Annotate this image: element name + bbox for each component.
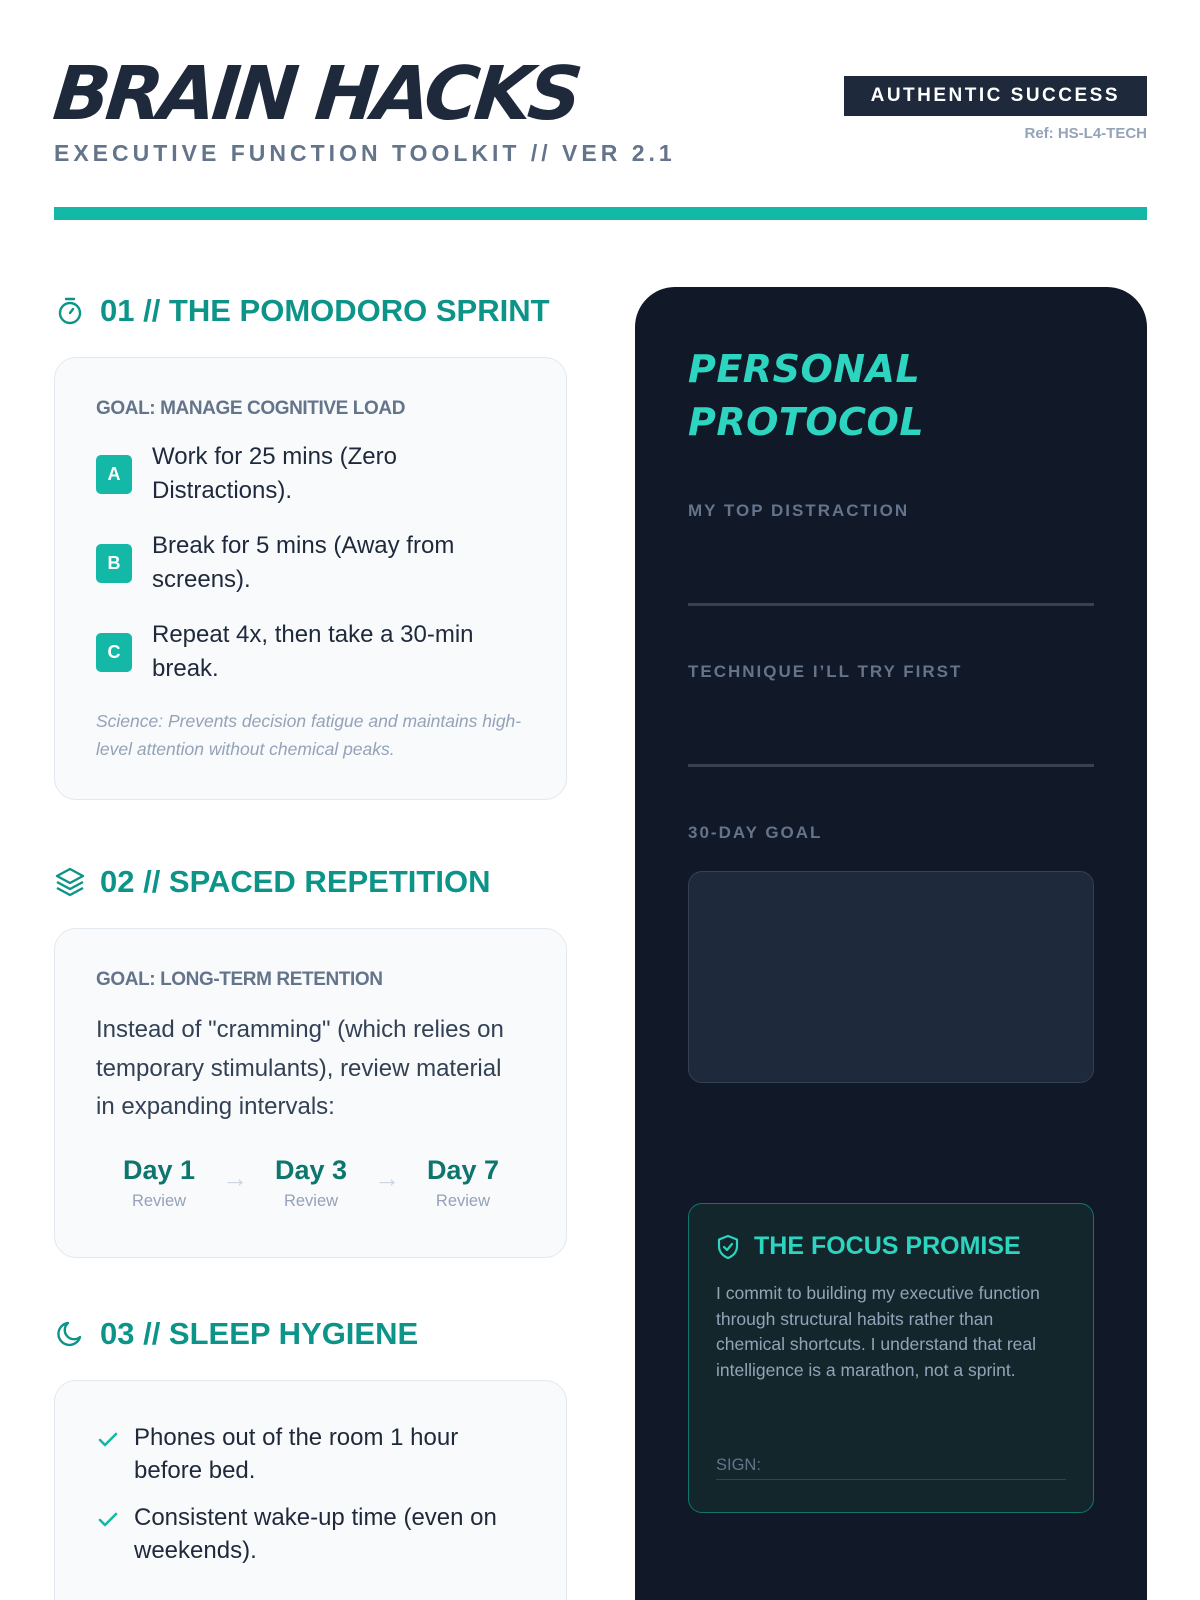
step-text: Work for 25 mins (Zero Distractions). xyxy=(152,443,397,504)
signature-label: SIGN: xyxy=(716,1456,761,1474)
technique-field[interactable] xyxy=(688,764,1094,767)
pomodoro-science-note: Science: Prevents decision fatigue and maintains high-level attention without chemical peaks. xyxy=(96,711,522,759)
step-item xyxy=(96,618,526,686)
step-text: Break for 5 mins (Away from screens). xyxy=(152,532,455,593)
step-text: Repeat 4x, then take a 30-min break. xyxy=(152,621,474,682)
checkmark-icon xyxy=(96,1427,120,1487)
section-sleep-heading: 03 // SLEEP HYGIENE xyxy=(100,1316,419,1351)
authentic-success-badge: AUTHENTIC SUCCESS xyxy=(844,76,1147,116)
stopwatch-icon xyxy=(54,295,86,327)
brand-title: BRAIN HACKS xyxy=(49,51,583,137)
focus-promise-card xyxy=(688,1203,1094,1513)
personal-protocol-panel xyxy=(635,287,1147,1600)
pomodoro-card xyxy=(54,357,567,800)
step-key-badge: C xyxy=(96,633,132,672)
arrow-right-icon: → xyxy=(222,1162,249,1193)
list-item-text: Consistent wake-up time (even on weekends). xyxy=(134,1504,497,1564)
step-key-badge: B xyxy=(96,544,132,583)
reference-code: Ref: HS-L4-TECH xyxy=(1024,125,1147,142)
list-item-text: Phones out of the room 1 hour before bed. xyxy=(134,1424,459,1484)
pomodoro-steps xyxy=(96,440,526,686)
list-item xyxy=(96,1501,526,1567)
page-header xyxy=(49,51,1147,166)
spaced-description: Instead of "cramming" (which relies on temporary stimulants), review material in expanding intervals: xyxy=(96,1016,504,1120)
section-spaced-heading: 02 // SPACED REPETITION xyxy=(100,864,491,899)
moon-icon xyxy=(54,1318,86,1350)
section-spaced-title xyxy=(54,856,567,908)
section-pomodoro-heading: 01 // THE POMODORO SPRINT xyxy=(100,293,550,328)
step-key-badge: A xyxy=(96,455,132,494)
sleep-hygiene-card xyxy=(54,1380,567,1600)
step-item xyxy=(96,440,526,508)
interval-day-sub: Review xyxy=(131,1191,187,1210)
interval-day xyxy=(123,1155,195,1211)
arrow-right-icon: → xyxy=(373,1162,400,1193)
checkmark-icon xyxy=(96,1507,120,1567)
focus-promise-text: I commit to building my executive function through structural habits rather than chemical shortcuts. I understand that real intelligence is a marathon, not a sprint. xyxy=(716,1283,1040,1380)
top-distraction-field[interactable] xyxy=(688,603,1094,606)
interval-day-sub: Review xyxy=(435,1191,491,1210)
technique-label: TECHNIQUE I’LL TRY FIRST xyxy=(688,662,963,681)
header-divider xyxy=(54,207,1147,220)
interval-day-label: Day 7 xyxy=(426,1154,499,1185)
spaced-goal: GOAL: LONG-TERM RETENTION xyxy=(96,969,383,990)
signature-field[interactable] xyxy=(716,1456,1066,1480)
top-distraction-label: MY TOP DISTRACTION xyxy=(688,501,910,520)
section-sleep-title xyxy=(54,1308,567,1360)
layers-icon xyxy=(54,866,86,898)
focus-promise-heading: THE FOCUS PROMISE xyxy=(754,1232,1021,1260)
sleep-checklist xyxy=(96,1421,526,1567)
interval-day-label: Day 1 xyxy=(123,1154,196,1185)
protocol-title-line2: PROTOCOL xyxy=(688,400,925,444)
thirty-day-goal-field[interactable] xyxy=(688,871,1094,1083)
spaced-repetition-card xyxy=(54,928,567,1258)
interval-timeline xyxy=(96,1155,526,1211)
techniques-column xyxy=(54,285,567,1600)
protocol-title-line1: PERSONAL xyxy=(688,347,921,391)
shield-check-icon xyxy=(716,1234,740,1260)
interval-day-label: Day 3 xyxy=(274,1154,348,1185)
pomodoro-goal: GOAL: MANAGE COGNITIVE LOAD xyxy=(96,398,406,419)
section-pomodoro-title xyxy=(54,285,567,337)
protocol-title xyxy=(688,343,1094,449)
list-item xyxy=(96,1421,526,1487)
interval-day xyxy=(427,1155,499,1211)
step-item xyxy=(96,529,526,597)
thirty-day-goal-label: 30-DAY GOAL xyxy=(688,823,823,842)
focus-promise-title xyxy=(716,1232,1066,1261)
page-subtitle: EXECUTIVE FUNCTION TOOLKIT // VER 2.1 xyxy=(54,140,676,166)
interval-day xyxy=(275,1155,347,1211)
interval-day-sub: Review xyxy=(283,1191,339,1210)
